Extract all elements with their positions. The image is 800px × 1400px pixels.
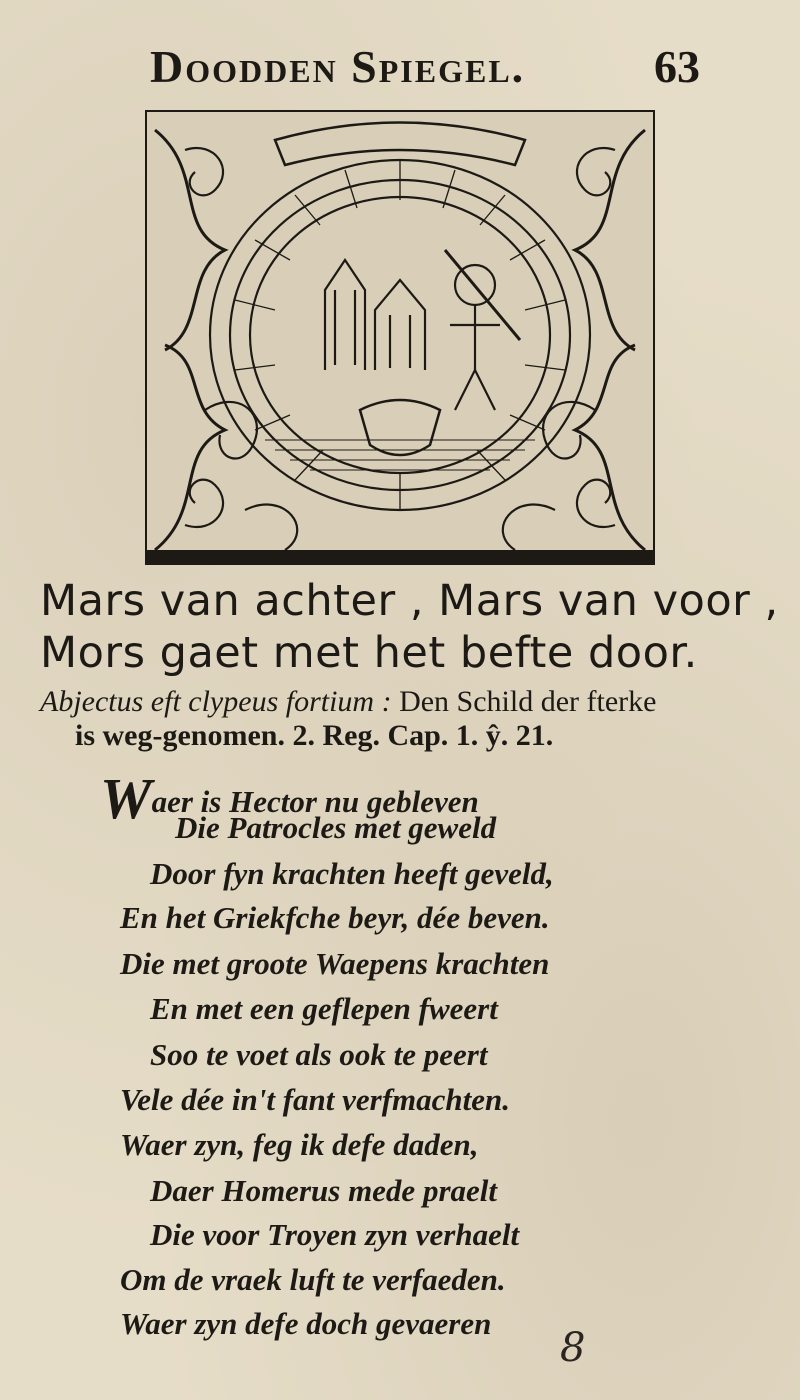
motto-line-2: Mors gaet met het befte door. [40,628,698,678]
poem-line-7: Soo te voet als ook te peert [150,1037,488,1072]
citation-line-1 [40,685,656,719]
page-number: 63 [654,41,700,92]
poem-line-6: En met een geflepen fweert [150,991,498,1026]
poem-line-13: Waer zyn defe doch gevaeren [120,1306,492,1341]
poem-line-4: En het Griekfche beyr, dée beven. [120,900,550,935]
running-head [150,40,710,110]
running-title: Doodden Spiegel. [150,41,526,92]
drop-cap: W [100,766,152,831]
emblem-engraving-icon [145,110,655,565]
pencil-annotation: 8 [560,1325,586,1371]
poem-line-2: Die Patrocles met geweld [175,810,497,845]
citation-dutch: Den Schild der fterke [391,685,657,718]
poem-line-1-text: aer is Hector nu gebleven [151,784,479,819]
motto-line-1: Mars van achter , Mars van voor , [40,576,779,626]
citation-latin: Abjectus eft clypeus fortium : [40,685,392,718]
citation-line-2: is weg-genomen. 2. Reg. Cap. 1. ŷ. 21. [75,719,554,752]
poem-line-11: Die voor Troyen zyn verhaelt [150,1217,520,1252]
poem-line-12: Om de vraek luft te verfaeden. [120,1262,506,1297]
poem-line-3: Door fyn krachten heeft geveld, [150,856,554,891]
poem-line-8: Vele dée in't fant verfmachten. [120,1082,511,1117]
poem-line-5: Die met groote Waepens krachten [120,946,550,981]
poem-line-9: Waer zyn, feg ik defe daden, [120,1127,479,1162]
poem-line-10: Daer Homerus mede praelt [150,1173,497,1208]
